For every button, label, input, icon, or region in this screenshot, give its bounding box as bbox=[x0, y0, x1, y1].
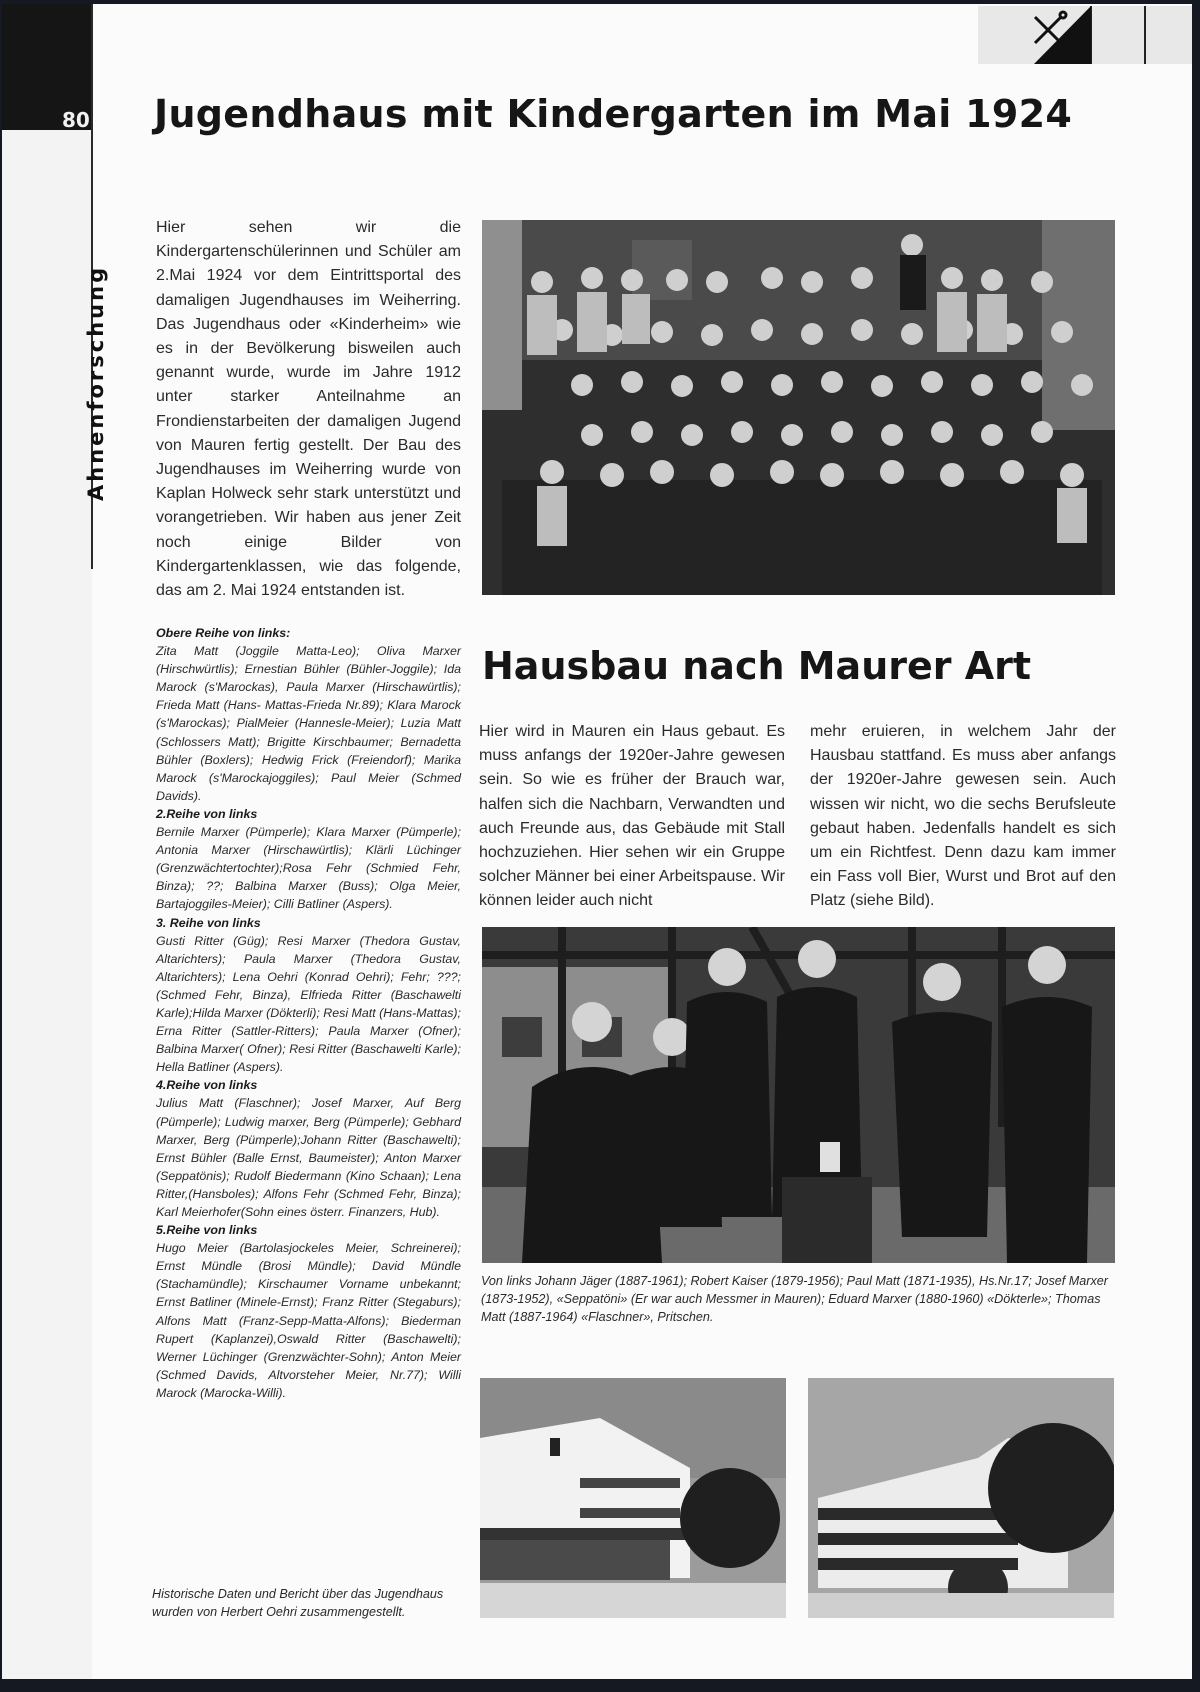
kindergarten-name-list bbox=[156, 624, 461, 1402]
row-names: Gusti Ritter (Güg); Resi Marxer (Thedora Gustav, Altarichters); Paula Marxer (Thedora Gustav, Altarichters); Lena Oehri (Konrad Oehri); Fehr; ???; (Schmed Fehr, Binza), Elfrieda Ritter (Baschawelti Karle);Hilda Marxer (Dökterli); Resi Matt (Hans-Mattas); Erna Ritter (Sattler-Ritters); Paula Marxer (Ofner); Balbina Marxer( Ofner); Resi Ritter (Baschawelti Karle); Hella Batliner (Aspers). bbox=[156, 933, 462, 1075]
workers-photo-caption: Von links Johann Jäger (1887-1961); Robert Kaiser (1879-1956); Paul Matt (1871-1935), Hs.Nr.17; Josef Marxer (1873-1952), «Seppatöni» (Er war auch Messmer in Mauren); Eduard Marxer (1880-1960) «Dökterle»; Thomas Matt (1887-1964) «Flaschner», Pritschen. bbox=[481, 1274, 1108, 1325]
name-row bbox=[156, 624, 461, 805]
row-names: Bernile Marxer (Pümperle); Klara Marxer (Pümperle); Antonia Marxer (Hirschawürtlis); Klärli Lüchinger (Grenzwächtertochter);Rosa Fehr (Schmied Fehr, Binza); ??; Balbina Marxer (Buss); Olga Meier, Bartajoggiles-Meier); Cilli Batliner (Aspers). bbox=[156, 825, 461, 912]
name-row bbox=[156, 914, 461, 1077]
construction-workers-photo bbox=[482, 927, 1115, 1263]
name-row bbox=[156, 1221, 461, 1402]
name-row bbox=[156, 1076, 461, 1221]
magazine-page bbox=[2, 4, 1192, 1679]
credits-note: Historische Daten und Bericht über das Jugendhaus wurden von Herbert Oehri zusammengestellt. bbox=[152, 1587, 444, 1620]
modern-building-photo-right bbox=[808, 1378, 1114, 1618]
row-heading: 4.Reihe von links bbox=[156, 1078, 258, 1093]
modern-building-photo-left bbox=[480, 1378, 786, 1618]
hausbau-column-2: mehr eruieren, in welchem Jahr der Hausbau stattfand. Es muss aber anfangs der 1920er-Jahre gewesen sein. Auch wissen wir nicht, wo die sechs Berufsleute gebaut haben. Jedenfalls handelt es sich um ein Richtfest. Denn dazu kam immer ein Fass voll Bier, Wurst und Brot auf den Platz (siehe Bild). bbox=[810, 723, 1116, 910]
page-number: 80 bbox=[62, 108, 90, 132]
hausbau-column-1: Hier wird in Mauren ein Haus gebaut. Es muss anfangs der 1920er-Jahre gewesen sein. So wie es früher der Brauch war, halfen sich die Nachbarn, Verwandten und auch Freunde aus, das Gebäude mit Stall hochzuziehen. Hier sehen wir ein Gruppe solcher Männer bei einer Arbeitspause. Wir können leider auch nicht bbox=[479, 723, 785, 910]
row-names: Hugo Meier (Bartolasjockeles Meier, Schreinerei); Ernst Mündle (Brosi Mündle); David Mündle (Stachamündle); Kirschaumer Vorname unbekannt; Ernst Batliner (Minele-Ernst); Franz Ritter (Stegaburs); Alfons Matt (Franz-Sepp-Matta-Alfons); Biederman Rupert (Kaplanzei),Oswald Ritter (Baschawelti); Werner Lüchinger (Grenzwächter-Sohn); Anton Meier (Schmed Davids, Altvorsteher Meier, Nr.77); Willi Marock (Marocka-Willi). bbox=[156, 1241, 461, 1400]
section-label: Ahnenforschung bbox=[84, 264, 108, 501]
article-title-kindergarten: Jugendhaus mit Kindergarten im Mai 1924 bbox=[154, 92, 1073, 136]
kindergarten-class-photo bbox=[482, 220, 1115, 595]
left-margin-strip bbox=[2, 4, 92, 1679]
keys-emblem-icon bbox=[1027, 9, 1071, 49]
row-heading: 3. Reihe von links bbox=[156, 915, 261, 930]
article-title-hausbau: Hausbau nach Maurer Art bbox=[482, 644, 1032, 688]
row-names: Zita Matt (Joggile Matta-Leo); Oliva Marxer (Hirschwürtlis); Ernestian Bühler (Bühler-Joggile); Ida Marock (s'Marockas), Paula Marxer (Hirschawürtlis); Frieda Matt (Hans- Mattas-Frieda Nr.89); Klara Marock (s'Marockas); PialMeier (Hannesle-Meier); Luzia Matt (Schlossers Matt); Brigitte Kirschbaumer; Bernadetta Bühler (Boxlers); Hedwig Frick (Freiendorf); Marika Marock (s'Marockajoggiles); Paul Meier (Schmed Davids). bbox=[156, 644, 461, 803]
row-heading: Obere Reihe von links: bbox=[156, 626, 291, 640]
row-names: Julius Matt (Flaschner); Josef Marxer, Auf Berg (Pümperle); Ludwig marxer, Berg (Pümperle); Gebhard Marxer, Berg (Pümperle);Johann Ritter (Baschawelti); Ernst Bühler (Balle Ernst, Baumeister); Anton Marxer (Seppatönis); Rudolf Biedermann (Kino Schaan); Lena Ritter,(Hansboles); Alfons Fehr (Schmed Fehr, Binza); Karl Meierhofer(Sohn eines österr. Finanzers, Hub). bbox=[156, 1096, 461, 1219]
row-heading: 5.Reihe von links bbox=[156, 1223, 258, 1238]
row-heading: 2.Reihe von links bbox=[156, 806, 258, 821]
header-divider bbox=[1144, 6, 1146, 64]
name-row bbox=[156, 805, 461, 914]
intro-paragraph: Hier sehen wir die Kindergartenschülerinnen und Schüler am 2.Mai 1924 vor dem Eintrittsportal des damaligen Jugendhauses im Weiherring. Das Jugendhaus oder «Kinderheim» wie es in der Bevölkerung bisweilen auch genannt wurde, wurde im Jahre 1912 unter starker Anteilnahme an Frondienstarbeiten der damaligen Jugend von Mauren fertig gestellt. Der Bau des Jugendhauses im Weiherring wurde von Kaplan Holweck sehr stark unterstützt und vorangetrieben. Wir haben aus jener Zeit noch einige Bilder von Kindergartenklassen, wie das folgende, das am 2. Mai 1924 entstanden ist. bbox=[156, 219, 461, 600]
